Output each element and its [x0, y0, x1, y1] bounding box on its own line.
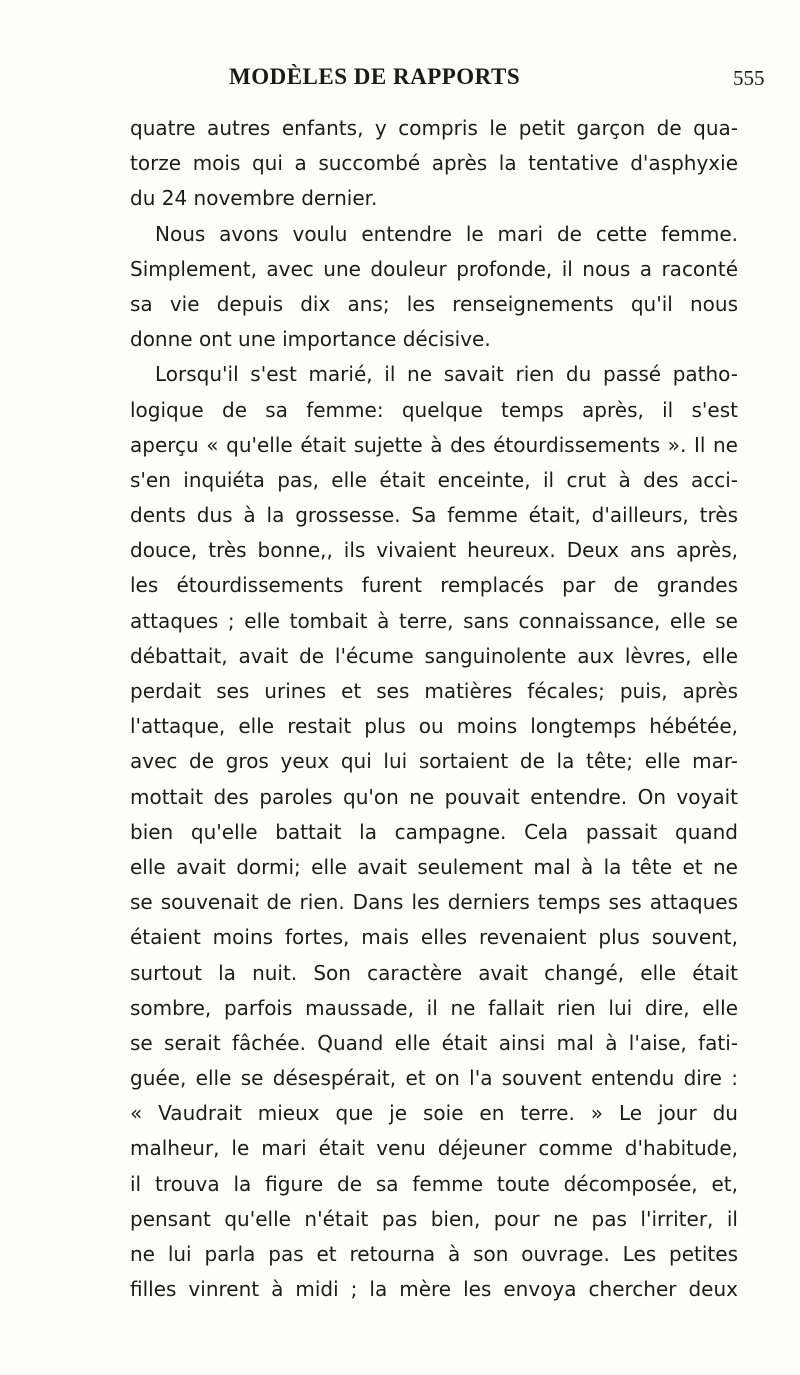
text-line: sombre, parfois maussade, il ne fallait rien lui dire, elle	[130, 995, 738, 1020]
text-line: l'attaque, elle restait plus ou moins longtemps hébétée,	[130, 714, 738, 739]
text-line: donne ont une importance décisive.	[130, 327, 491, 352]
text-line: avec de gros yeux qui lui sortaient de la tête; elle mar-	[130, 749, 738, 774]
text-line: Simplement, avec une douleur profonde, il nous a raconté	[130, 256, 738, 281]
text-line: malheur, le mari était venu déjeuner comme d'habitude,	[130, 1136, 738, 1161]
text-line: aperçu « qu'elle était sujette à des étourdissements ». Il ne	[130, 432, 738, 457]
text-line: se souvenait de rien. Dans les derniers temps ses attaques	[130, 890, 738, 915]
text-line: perdait ses urines et ses matières fécales; puis, après	[130, 679, 738, 703]
text-line: pensant qu'elle n'était pas bien, pour ne pas l'irriter, il	[130, 1206, 738, 1231]
text-line: « Vaudrait mieux que je soie en terre. » Le jour du	[130, 1101, 738, 1126]
text-line: du 24 novembre dernier.	[130, 186, 378, 211]
text-line: étaient moins fortes, mais elles revenaient plus souvent,	[130, 925, 738, 950]
text-line: se serait fâchée. Quand elle était ainsi mal à l'aise, fati-	[130, 1030, 738, 1055]
text-line: Lorsqu'il s'est marié, il ne savait rien du passé patho-	[155, 362, 738, 387]
text-line: elle avait dormi; elle avait seulement mal à la tête et ne	[130, 854, 738, 879]
text-line: attaques ; elle tombait à terre, sans connaissance, elle se	[130, 608, 738, 633]
text-line: ne lui parla pas et retourna à son ouvrage. Les petites	[130, 1242, 738, 1266]
text-line: s'en inquiéta pas, elle était enceinte, il crut à des acci-	[130, 467, 738, 492]
text-line: torze mois qui a succombé après la tentative d'asphyxie	[130, 151, 738, 176]
body-text	[130, 111, 738, 1307]
text-line: Nous avons voulu entendre le mari de cette femme.	[155, 221, 738, 246]
page-number: 555	[733, 66, 765, 90]
text-line: il trouva la figure de sa femme toute décomposée, et,	[130, 1171, 738, 1196]
text-line: mottait des paroles qu'on ne pouvait entendre. On voyait	[130, 784, 738, 809]
text-line: guée, elle se désespérait, et on l'a souvent entendu dire :	[130, 1066, 738, 1091]
text-line: dents dus à la grossesse. Sa femme était, d'ailleurs, très	[130, 503, 738, 528]
text-line: surtout la nuit. Son caractère avait changé, elle était	[130, 960, 738, 985]
text-line: filles vinrent à midi ; la mère les envoya chercher deux	[130, 1277, 738, 1302]
text-line: logique de sa femme: quelque temps après, il s'est	[130, 397, 738, 422]
text-line: les étourdissements furent remplacés par de grandes	[130, 573, 738, 598]
text-line: débattait, avait de l'écume sanguinolente aux lèvres, elle	[130, 643, 738, 668]
text-line: douce, très bonne,, ils vivaient heureux. Deux ans après,	[130, 538, 738, 563]
running-header	[0, 64, 800, 94]
chapter-title: MODÈLES DE RAPPORTS	[229, 64, 521, 89]
text-line: quatre autres enfants, y compris le petit garçon de qua-	[130, 116, 738, 140]
text-line: bien qu'elle battait la campagne. Cela passait quand	[130, 819, 738, 844]
text-line: sa vie depuis dix ans; les renseignements qu'il nous	[130, 291, 738, 316]
